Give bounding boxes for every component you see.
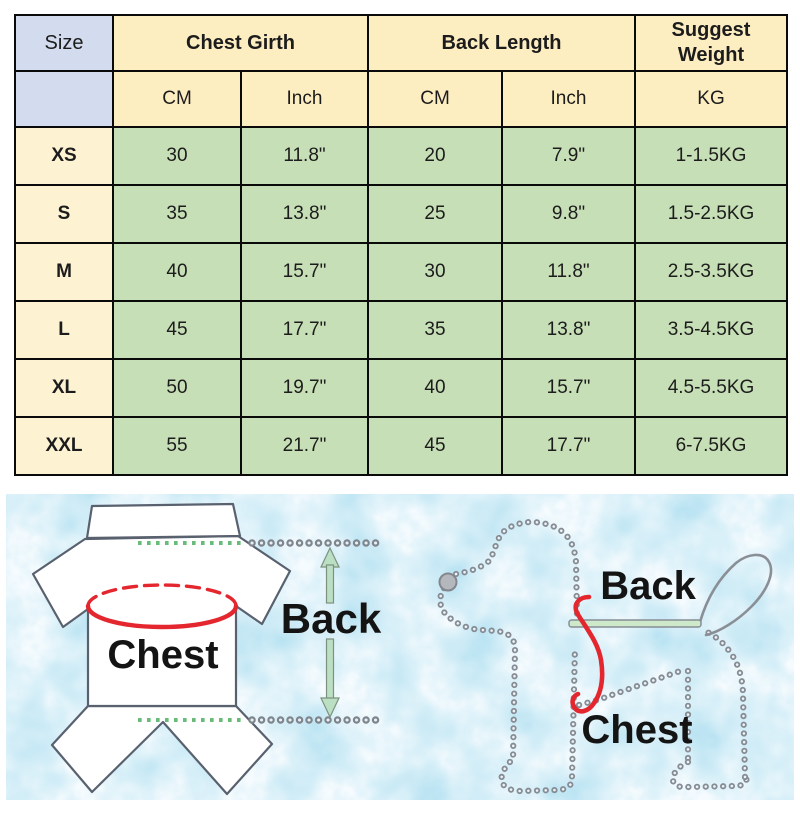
subheader-chest-inch: Inch	[241, 71, 368, 127]
header-chest-girth: Chest Girth	[113, 15, 368, 71]
table-row	[15, 301, 787, 359]
value-cell: 45	[113, 301, 241, 359]
size-cell: XXL	[15, 417, 113, 475]
value-cell: 1-1.5KG	[635, 127, 787, 185]
size-cell: L	[15, 301, 113, 359]
header-size: Size	[15, 15, 113, 71]
size-cell: XL	[15, 359, 113, 417]
value-cell: 11.8"	[241, 127, 368, 185]
subheader-weight-kg: KG	[635, 71, 787, 127]
garment-collar	[87, 504, 240, 538]
size-chart-table	[14, 14, 788, 476]
subheader-back-inch: Inch	[502, 71, 635, 127]
table-row	[15, 185, 787, 243]
value-cell: 2.5-3.5KG	[635, 243, 787, 301]
header-back-length: Back Length	[368, 15, 635, 71]
garment-chest-label: Chest	[107, 633, 219, 677]
value-cell: 35	[368, 301, 502, 359]
value-cell: 40	[368, 359, 502, 417]
table-subheader-row	[15, 71, 787, 127]
value-cell: 13.8"	[502, 301, 635, 359]
value-cell: 35	[113, 185, 241, 243]
value-cell: 15.7"	[502, 359, 635, 417]
size-cell: XS	[15, 127, 113, 185]
value-cell: 40	[113, 243, 241, 301]
value-cell: 45	[368, 417, 502, 475]
value-cell: 7.9"	[502, 127, 635, 185]
value-cell: 3.5-4.5KG	[635, 301, 787, 359]
value-cell: 30	[113, 127, 241, 185]
measurement-diagram	[6, 494, 794, 800]
table-row	[15, 359, 787, 417]
value-cell: 17.7"	[502, 417, 635, 475]
value-cell: 21.7"	[241, 417, 368, 475]
value-cell: 11.8"	[502, 243, 635, 301]
table-row	[15, 417, 787, 475]
subheader-empty	[15, 71, 113, 127]
value-cell: 4.5-5.5KG	[635, 359, 787, 417]
header-suggest-weight: Suggest Weight	[635, 15, 787, 71]
value-cell: 19.7"	[241, 359, 368, 417]
size-cell: M	[15, 243, 113, 301]
dog-back-measure-bar	[569, 620, 701, 627]
value-cell: 13.8"	[241, 185, 368, 243]
subheader-back-cm: CM	[368, 71, 502, 127]
value-cell: 20	[368, 127, 502, 185]
garment-back-label: Back	[280, 595, 382, 642]
value-cell: 25	[368, 185, 502, 243]
value-cell: 1.5-2.5KG	[635, 185, 787, 243]
subheader-chest-cm: CM	[113, 71, 241, 127]
value-cell: 30	[368, 243, 502, 301]
table-header-row	[15, 15, 787, 71]
table-row	[15, 243, 787, 301]
dog-chest-label: Chest	[581, 708, 693, 752]
value-cell: 50	[113, 359, 241, 417]
value-cell: 55	[113, 417, 241, 475]
table-row	[15, 127, 787, 185]
dog-back-label: Back	[600, 564, 696, 608]
value-cell: 6-7.5KG	[635, 417, 787, 475]
dog-nose	[440, 574, 457, 591]
value-cell: 9.8"	[502, 185, 635, 243]
value-cell: 17.7"	[241, 301, 368, 359]
value-cell: 15.7"	[241, 243, 368, 301]
size-cell: S	[15, 185, 113, 243]
